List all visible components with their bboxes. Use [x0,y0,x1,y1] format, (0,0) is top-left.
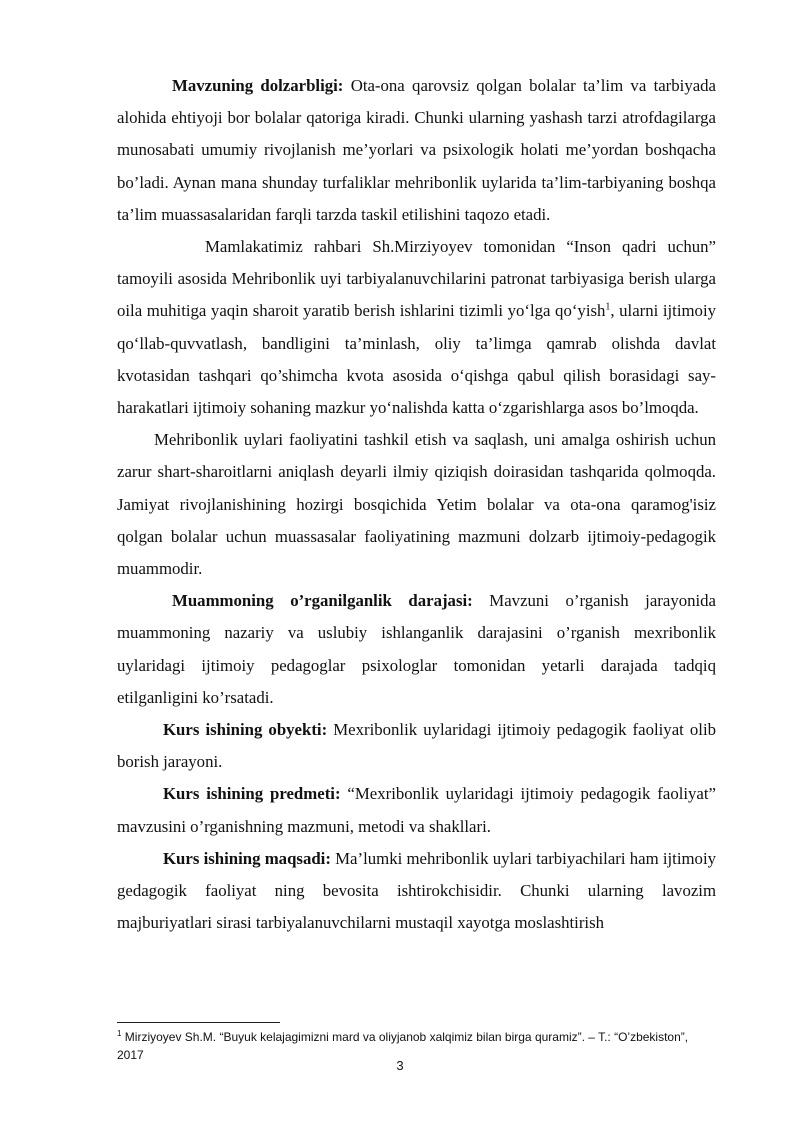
relevance-label: Mavzuning dolzarbligi: [172,76,344,95]
goal-text: Ma’lumki mehribonlik uylari tarbiyachilari ham ijtimoiy gedagogik faoliyat ning bevosita ishtirokchisidir. Chunki ularning lavozim majburiyatlari sirasi tarbiyalanuvchilarni mustaqil xayotga moslashtirish [117,848,717,933]
footnote-separator [117,1022,280,1023]
orphanage-activity-text: Mehribonlik uylari faoliyatini tashkil etish va saqlash, uni amalga oshirish uchun zarur shart-sharoitlarni aniqlash deyarli ilmiy qiziqish doirasidan tashqarida qolmoqda. Jamiyat rivojlanishining hozirgi bosqichida Yetim bolalar va ota-ona qaramog'isiz qolgan bolalar uchun muassasalar faoliyatining mazmuni dolzarb ijtimoiy-pedagogik muammodir. [117,430,716,579]
paragraph-object [117,714,716,778]
subject-text: “Mexribonlik uylaridagi ijtimoiy pedagogik faoliyat” mavzusini o’rganishning mazmuni, metodi va shakllari. [117,784,716,836]
research-degree-text: Mavzuni o’rganish jarayonida muammoning nazariy va uslubiy ishlanganlik darajasini o’rganish mexribonlik uylaridagi ijtimoiy pedagoglar psixologlar tomonidan yetarli darajada tadqiq etilganligini ko’rsatadi. [117,591,716,707]
object-label: Kurs ishining obyekti: [163,720,328,740]
paragraph-subject [117,778,716,842]
initiative-text-before: Mamlakatimiz rahbari Sh.Mirziyoyev tomonidan “Inson qadri uchun” tamoyili asosida Mehribonlik uyi tarbiyalanuvchilarini patronat tarbiyasiga berish ularga oila muhitiga yaqin sharoit yaratib berish ishlarini tizimli yo‘lga qo‘yish [117,237,716,321]
body-text [117,70,716,939]
initiative-text-after: , ularni ijtimoiy qo‘llab-quvvatlash, bandligini ta’minlash, oliy ta’limga qamrab olishda davlat kvotasidan tashqari qo’shimcha kvota asosida o‘qishga qabul qilish borasidagi say-harakatlari ijtimoiy sohaning mazkur yo‘nalishda katta o‘zgarishlarga asos bo’lmoqda. [117,301,716,418]
footnote-text: Mirziyoyev Sh.M. “Buyuk kelajagimizni mard va oliyjanob xalqimiz bilan birga quramiz”. – T.: “O’zbekiston”, 2017 [117,1030,689,1062]
goal-label: Kurs ishining maqsadi: [163,848,331,868]
page-number: 3 [396,1058,404,1073]
footnote-reference[interactable]: 1 [605,301,611,313]
paragraph-goal [117,843,716,940]
paragraph-research-degree [117,585,716,714]
subject-label: Kurs ishining predmeti: [163,784,341,804]
paragraph-orphanage-activity [117,424,716,585]
paragraph-relevance [117,70,716,231]
object-text: Mexribonlik uylaridagi ijtimoiy pedagogik faoliyat olib borish jarayoni. [117,720,716,772]
paragraph-president-initiative [117,231,716,424]
footnote-number: 1 [117,1029,122,1038]
research-degree-label: Muammoning o’rganilganlik darajasi: [172,591,473,611]
relevance-text: Ota-ona qarovsiz qolgan bolalar ta’lim va tarbiyada alohida ehtiyoji bor bolalar qatoriga kiradi. Chunki ularning yashash tarzi atrofdagilarga munosabati umumiy rivojlanish me’yorlari va psixologik holati me’yordan boshqacha bo’ladi. Aynan mana shunday turfaliklar mehribonlik uylarida ta’lim-tarbiyaning boshqa ta’lim muassasalaridan farqli tarzda taskil etilishini taqozo etadi. [117,76,717,224]
